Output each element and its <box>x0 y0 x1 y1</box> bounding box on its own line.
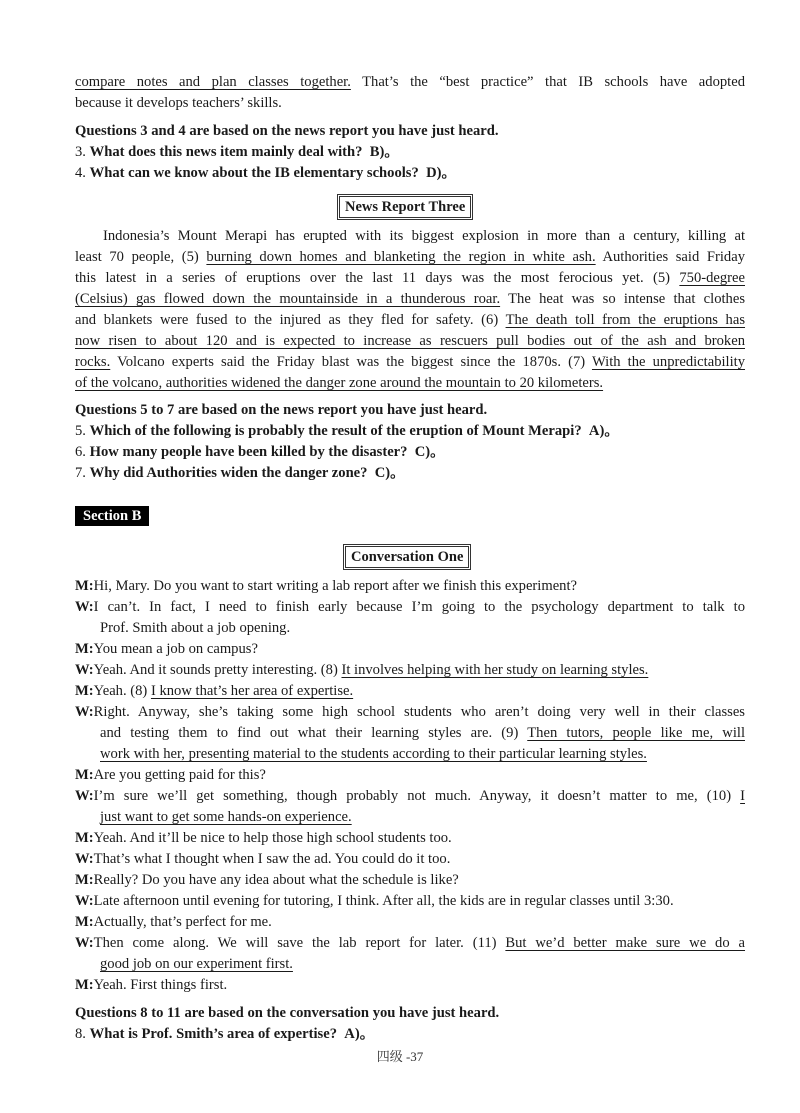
questions-8-11-heading: Questions 8 to 11 are based on the conversation you have just heard. <box>75 1005 500 1021</box>
question-3: 3. What does this news item mainly deal with? B)。 <box>75 144 399 160</box>
page-number: 四级 -37 <box>376 1049 424 1064</box>
dialogue-line: W:Then come along. We will save the lab report for later. (11) But we’d better make sure we do a <box>75 935 746 951</box>
question-4: 4. What can we know about the IB elementary schools? D)。 <box>75 165 457 181</box>
news-line-1: Indonesia’s Mount Merapi has erupted with its biggest explosion in more than a century, killing at <box>103 228 745 244</box>
dialogue-line: W:That’s what I thought when I saw the ad. You could do it too. <box>75 851 451 867</box>
question-7: 7. Why did Authorities widen the danger zone? C)。 <box>75 465 405 481</box>
dialogue-line-continued: and testing them to find out what their learning styles are. (9) Then tutors, people like me, will <box>100 725 745 741</box>
news-line-4: (Celsius) gas flowed down the mountainside in a thunderous roar. The heat was so intense that clothes <box>75 291 746 307</box>
news-line-3: this latest in a series of eruptions over the last 11 days was the most ferocious yet. (5) 750-degree <box>75 270 745 286</box>
answer: C)。 <box>374 465 405 481</box>
dialogue-line: M:Actually, that’s perfect for me. <box>75 914 272 930</box>
dialogue-line: M:Yeah. And it’ll be nice to help those high school students too. <box>75 830 452 846</box>
news-line-5: and blankets were fused to the injured as they fled for safety. (6) The death toll from the eruptions has <box>75 312 746 328</box>
dialogue-line: W:Late afternoon until evening for tutoring, I think. After all, the kids are in regular classes until 3:30. <box>75 893 674 909</box>
section-b-label: Section B <box>75 506 149 526</box>
dialogue-line: W:I can’t. In fact, I need to finish early because I’m going to the psychology department to talk to <box>75 599 745 615</box>
top-paragraph-line-2: because it develops teachers’ skills. <box>75 95 282 111</box>
question-8: 8. What is Prof. Smith’s area of expertise? A)。 <box>75 1026 375 1042</box>
dialogue-line: M:Yeah. First things first. <box>75 977 228 993</box>
dialogue-line: W:Right. Anyway, she’s taking some high school students who aren’t doing very well in their classes <box>75 704 745 720</box>
news-line-7: rocks. Volcano experts said the Friday blast was the biggest since the 1870s. (7) With the unpredictability <box>75 354 746 370</box>
news-line-6: now risen to about 120 and is expected to increase as rescuers pull bodies out of the ash and broken <box>75 333 745 349</box>
underlined-answer-text: compare notes and plan classes together. <box>75 74 351 90</box>
dialogue-line: W:Yeah. And it sounds pretty interesting. (8) It involves helping with her study on learning styles. <box>75 662 649 678</box>
questions-3-4-heading: Questions 3 and 4 are based on the news report you have just heard. <box>75 123 499 139</box>
answer: C)。 <box>414 444 445 460</box>
dialogue-line-continued: good job on our experiment first. <box>100 956 293 972</box>
news-line-2: least 70 people, (5) burning down homes and blanketing the region in white ash. Authorities said Friday <box>75 249 745 265</box>
dialogue-line: M:Hi, Mary. Do you want to start writing a lab report after we finish this experiment? <box>75 578 577 594</box>
dialogue-line: M:Yeah. (8) I know that’s her area of expertise. <box>75 683 354 699</box>
question-5: 5. Which of the following is probably the result of the eruption of Mount Merapi? A)。 <box>75 423 619 439</box>
dialogue-line: W:I’m sure we’ll get something, though probably not much. Anyway, it doesn’t matter to me, (10) I <box>75 788 745 804</box>
dialogue-line: M:You mean a job on campus? <box>75 641 258 657</box>
conversation-one-title: Conversation One <box>343 544 471 570</box>
dialogue-line-continued: Prof. Smith about a job opening. <box>100 620 291 636</box>
answer: A)。 <box>344 1026 375 1042</box>
dialogue-line: M:Are you getting paid for this? <box>75 767 266 783</box>
question-6: 6. How many people have been killed by the disaster? C)。 <box>75 444 445 460</box>
answer: A)。 <box>588 423 619 439</box>
dialogue-line-continued: work with her, presenting material to the students according to their particular learning styles. <box>100 746 647 762</box>
news-report-three-title: News Report Three <box>337 194 473 220</box>
top-paragraph-line-1: compare notes and plan classes together. That’s the “best practice” that IB schools have adopted <box>75 74 745 90</box>
answer: D)。 <box>426 165 457 181</box>
answer: B)。 <box>369 144 399 160</box>
dialogue-line-continued: just want to get some hands-on experience. <box>100 809 352 825</box>
questions-5-7-heading: Questions 5 to 7 are based on the news report you have just heard. <box>75 402 488 418</box>
dialogue-line: M:Really? Do you have any idea about what the schedule is like? <box>75 872 459 888</box>
news-line-8: of the volcano, authorities widened the danger zone around the mountain to 20 kilometers. <box>75 375 604 391</box>
